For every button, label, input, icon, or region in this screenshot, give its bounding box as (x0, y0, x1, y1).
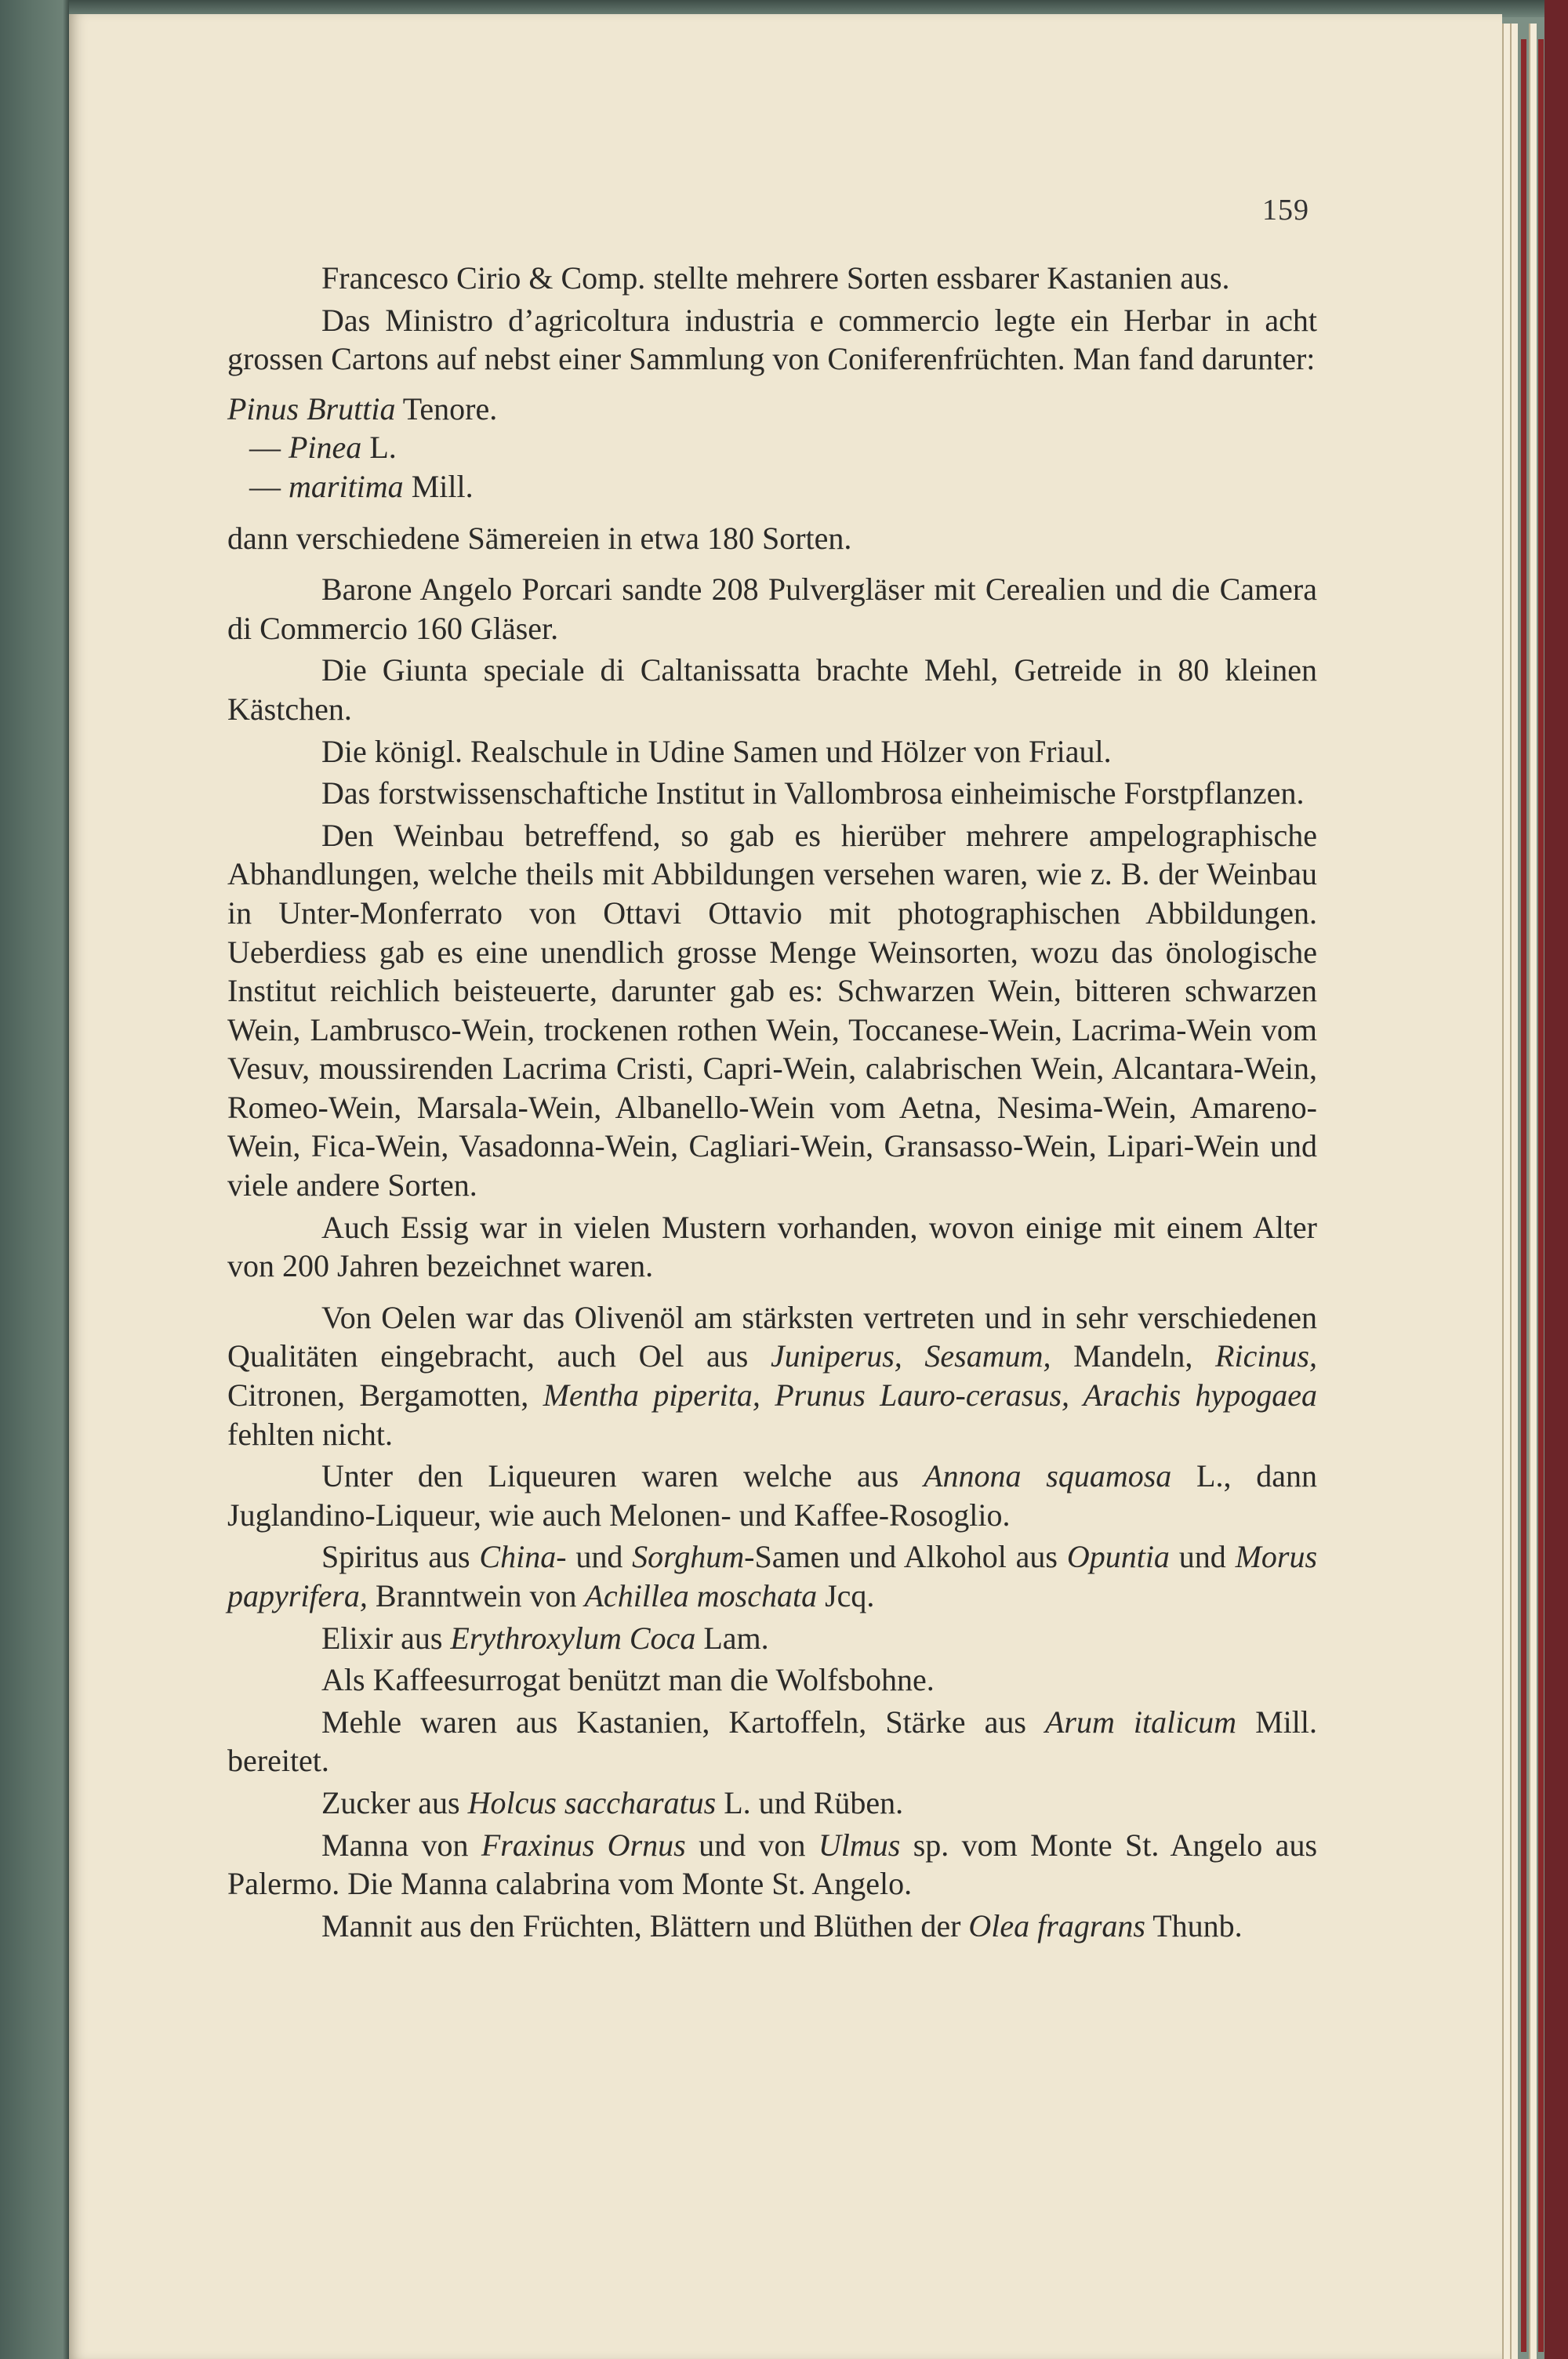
text-run: Den Weinbau betreffend, so gab es hierüber mehrere ampelographische Abhandlungen, welche theils mit Abbildungen versehen waren, wie z. B. der Weinbau in Unter-Monferrato von Ottavi Ottavio mit photographischen Abbildungen. Ueberdiess gab es eine unendlich grosse Menge Weinsorten, wozu das önologische Institut reichlich beisteuerte, darunter gab es: Schwarzen Wein, bitteren schwarzen Wein, Lambrusco-Wein, trockenen rothen Wein, Toccanese-Wein, Lacrima-Wein vom Vesuv, moussirenden Lacrima Cristi, Capri-Wein, calabrischen Wein, Alcantara-Wein, Romeo-Wein, Marsala-Wein, Albanello-Wein vom Aetna, Nesima-Wein, Amareno-Wein, Fica-Wein, Vasadonna-Wein, Cagliari-Wein, Gransasso-Wein, Lipari-Wein und viele andere Sorten. (227, 817, 1317, 1203)
text-run: Zucker aus (321, 1784, 468, 1820)
text-run: — (249, 468, 289, 504)
text-run: Branntwein von (367, 1578, 585, 1613)
red-page-edge (1538, 39, 1544, 2352)
paragraph (227, 519, 1317, 558)
italic-text-run: Pinus Bruttia (227, 390, 396, 426)
text-run: Manna von (321, 1827, 481, 1863)
text-run: und (566, 1539, 633, 1575)
text-run: Mehle waren aus Kastanien, Kartoffeln, Stärke aus (321, 1704, 1045, 1740)
text-run: und von (685, 1827, 818, 1863)
book-binding (0, 0, 69, 2359)
text-run: — (249, 430, 289, 466)
paragraph (227, 1660, 1317, 1700)
italic-text-run: China- (479, 1539, 567, 1575)
text-run: Die königl. Realschule in Udine Samen und Hölzer von Friaul. (321, 733, 1112, 769)
text-run: Die Giunta speciale di Caltanissatta brachte Mehl, Getreide in 80 kleinen Kästchen. (227, 652, 1317, 727)
paragraph (227, 1208, 1317, 1286)
text-run: sp. vom Monte St. Angelo aus Palermo. Die Manna calabrina vom Monte St. Angelo. (227, 1827, 1318, 1902)
text-run: Elixir aus (321, 1620, 451, 1656)
red-page-edge (1521, 39, 1526, 2352)
paragraph (227, 1537, 1317, 1615)
text-run: Citronen, Bergamotten, (227, 1377, 543, 1414)
paragraph (227, 1619, 1317, 1658)
text-run: L. und Rüben. (716, 1784, 904, 1820)
italic-text-run: maritima (289, 468, 404, 504)
italic-text-run: Opuntia (1066, 1539, 1170, 1575)
text-run: Jcq. (817, 1578, 875, 1613)
italic-text-run: Pinea (289, 430, 362, 466)
paragraph (227, 651, 1317, 728)
text-run: Von Oelen war das Olivenöl am stärksten vertreten und in sehr verschiedenen Qualitäten eingebracht, auch Oel aus (227, 1299, 1317, 1374)
italic-text-run: Holcus saccharatus (467, 1784, 717, 1820)
paragraph (227, 259, 1317, 298)
italic-text-run: Arum italicum (1044, 1704, 1237, 1740)
species-list-item (227, 467, 1317, 506)
italic-text-run: Annona squamosa (924, 1458, 1172, 1494)
text-run: Tenore. (395, 390, 498, 426)
italic-text-run: Morus papyrifera, (227, 1539, 1318, 1613)
text-run: Mannit aus den Früchten, Blättern und Blüthen der (321, 1907, 969, 1943)
text-run: Thunb. (1145, 1907, 1243, 1943)
paragraph (227, 1703, 1317, 1780)
text-run: Unter den Liqueuren waren welche aus (321, 1458, 924, 1494)
italic-text-run: Ricinus, (1215, 1338, 1317, 1374)
page-edge (1510, 24, 1518, 2359)
page-number: 159 (1262, 194, 1309, 227)
species-list-item (227, 428, 1317, 467)
paragraph (227, 816, 1317, 1205)
italic-text-run: Achillea moschata (584, 1578, 818, 1613)
text-run: L., dann Juglandino-Liqueur, wie auch Melonen- und Kaffee-Rosoglio. (227, 1458, 1318, 1533)
text-run: Das Ministro d’agricoltura industria e commercio legte ein Herbar in acht grossen Cartons auf nebst einer Sammlung von Coniferenfrüchten. Man fand darunter: (227, 302, 1317, 377)
text-run: -Samen und Alkohol aus (744, 1539, 1067, 1575)
text-run: Auch Essig war in vielen Mustern vorhanden, wovon einige mit einem Alter von 200 Jahren bezeichnet waren. (227, 1209, 1317, 1284)
italic-text-run: Sorghum (632, 1539, 745, 1575)
text-run: L. (361, 430, 397, 466)
page-edge (1529, 24, 1537, 2359)
paragraph (227, 301, 1317, 379)
paragraph (227, 1907, 1317, 1946)
paragraph (227, 732, 1317, 771)
italic-text-run: Ulmus (818, 1827, 901, 1863)
text-run: Mandeln, (1051, 1338, 1216, 1374)
text-run: Spiritus aus (321, 1539, 480, 1575)
text-run: Mill. (403, 468, 474, 504)
paragraph (227, 1298, 1317, 1454)
species-list-item (227, 390, 1317, 429)
text-run: Barone Angelo Porcari sandte 208 Pulvergläser mit Cerealien und die Camera di Commercio 160 Gläser. (227, 572, 1317, 646)
paragraph (227, 570, 1317, 648)
text-run: Als Kaffeesurrogat benützt man die Wolfsbohne. (321, 1662, 935, 1698)
paragraph (227, 1784, 1317, 1823)
italic-text-run: Juniperus, Sesamum, (771, 1338, 1051, 1374)
text-run: Das forstwissenschaftiche Institut in Vallombrosa einheimische Forstpflanzen. (321, 775, 1305, 811)
text-run: dann verschiedene Sämereien in etwa 180 Sorten. (227, 520, 852, 556)
text-run: fehlten nicht. (227, 1416, 394, 1452)
paragraph (227, 774, 1317, 813)
page-body (227, 259, 1317, 1948)
text-run: Francesco Cirio & Comp. stellte mehrere Sorten essbarer Kastanien aus. (321, 260, 1230, 296)
italic-text-run: Erythroxylum Coca (450, 1620, 696, 1656)
page-edge (1502, 24, 1510, 2359)
italic-text-run: Olea fragrans (968, 1907, 1145, 1943)
text-run: Mill. bereitet. (227, 1704, 1318, 1779)
text-run: und (1169, 1539, 1236, 1575)
book-spine-right (1544, 0, 1568, 2359)
text-run: Lam. (695, 1620, 769, 1656)
paragraph (227, 1826, 1317, 1904)
italic-text-run: Mentha piperita, Prunus Lauro-cerasus, Arachis hypogaea (543, 1377, 1317, 1414)
italic-text-run: Fraxinus Ornus (481, 1827, 686, 1863)
paragraph (227, 1457, 1317, 1534)
